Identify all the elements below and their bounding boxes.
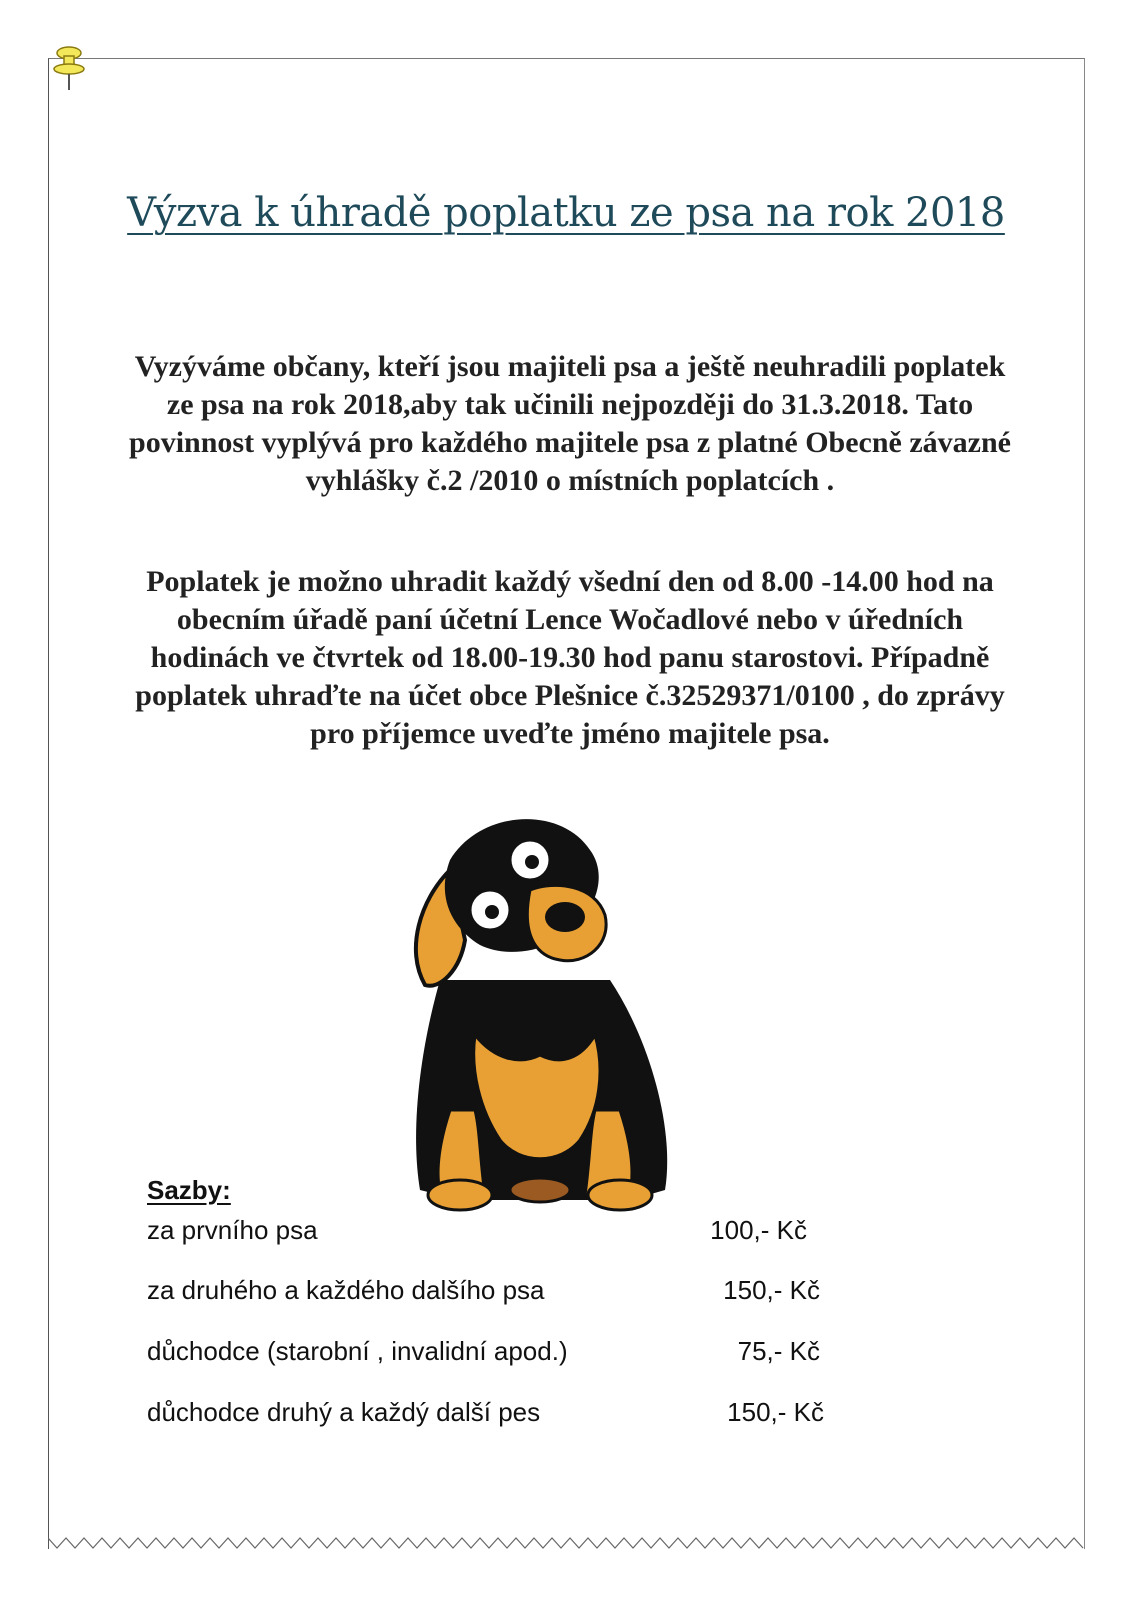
rate-label: za prvního psa: [147, 1215, 318, 1245]
rate-value: 75,- Kč: [737, 1336, 820, 1366]
payment-paragraph: Poplatek je možno uhradit každý všední den od 8.00 -14.00 hod na obecním úřadě paní účetní Lence Wočadlové nebo v úředních hodinách ve čtvrtek od 18.00-19.30 hod panu starostovi. Případně poplatek uhraďte na účet obce Plešnice č.32529371/0100 , do zprávy pro příjemce uveďte jméno majitele psa.: [135, 565, 1005, 750]
rates-heading: Sazby:: [147, 1175, 231, 1205]
intro-paragraph: Vyzýváme občany, kteří jsou majiteli psa a ještě neuhradili poplatek ze psa na rok 2018,aby tak učinili nejpozději do 31.3.2018. Tato povinnost vyplývá pro každého majitele psa z platné Obecně závazné vyhlášky č.2 /2010 o místních poplatcích .: [129, 350, 1011, 497]
dog-illustration: [380, 810, 700, 1220]
rate-value: 150,- Kč: [727, 1397, 824, 1427]
rate-label: důchodce druhý a každý další pes: [147, 1397, 541, 1427]
rate-label: důchodce (starobní , invalidní apod.): [147, 1336, 568, 1366]
rate-row: [147, 1215, 847, 1255]
rate-row: [147, 1275, 847, 1315]
rate-label: za druhého a každého dalšího psa: [147, 1275, 545, 1305]
pushpin-icon: [52, 44, 86, 92]
notice-title: Výzva k úhradě poplatku ze psa na rok 2018: [127, 190, 1005, 236]
rate-row: [147, 1397, 847, 1437]
rate-row: [147, 1336, 847, 1376]
rate-value: 150,- Kč: [723, 1275, 820, 1305]
zigzag-border: [48, 1532, 1084, 1554]
notice-frame: [48, 58, 1085, 1549]
rate-value: 100,- Kč: [710, 1215, 807, 1245]
